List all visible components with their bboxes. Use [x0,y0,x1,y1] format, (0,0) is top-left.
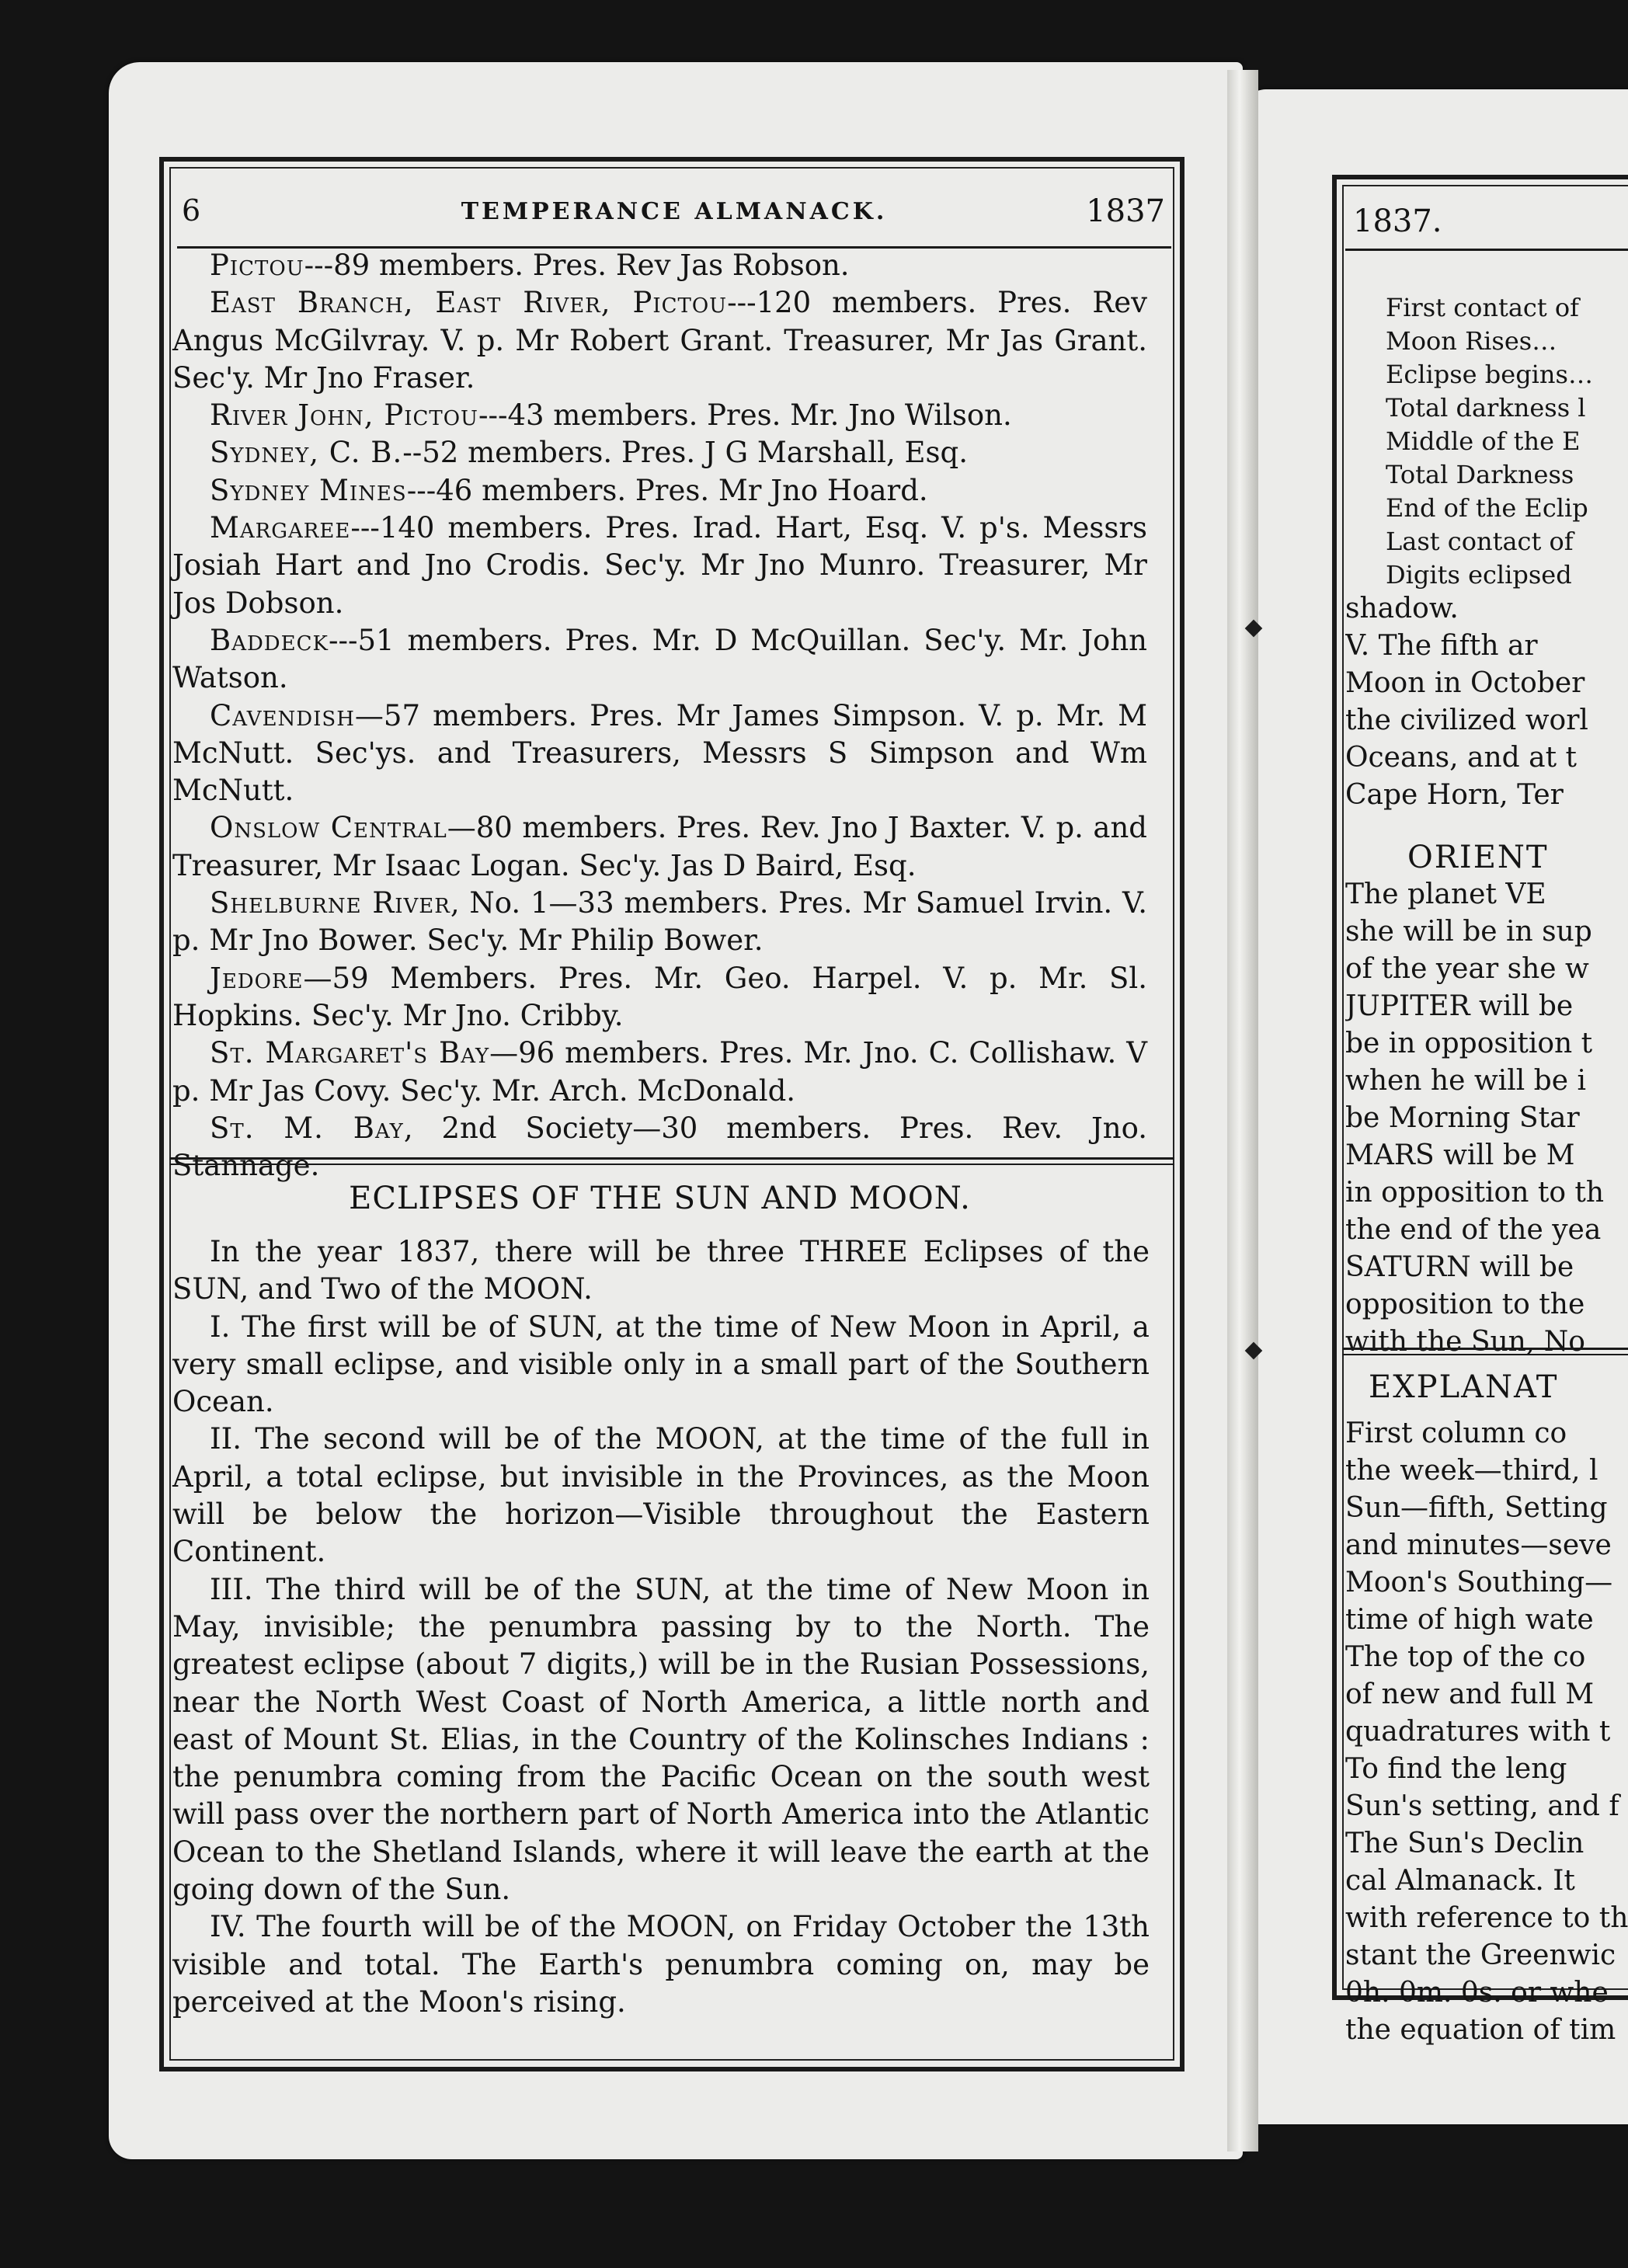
orient-heading: ORIENT [1407,840,1549,875]
text-line: The top of the co [1345,1641,1586,1673]
right-page-header [1345,200,1628,251]
text-line: Sun—fifth, Setting [1345,1492,1608,1524]
text-line: 0h. 0m. 0s. or whe [1345,1977,1609,2009]
text-line: of the year she w [1345,953,1589,985]
timetable-row: Eclipse begins… [1386,360,1593,389]
text-line: in opposition to th [1345,1177,1605,1209]
book-gutter [1227,70,1258,2151]
society-entry: Jedore—59 Members. Pres. Mr. Geo. Harpel. V. p. Mr. Sl. Hopkins. Sec'y. Mr Jno. Cribby. [172,961,1147,1032]
text-line: the equation of tim [1345,2014,1616,2046]
timetable-row: Digits eclipsed [1386,560,1572,590]
right-text-block [1345,876,1628,1361]
text-line: The Sun's Declin [1345,1828,1585,1859]
text-line: V. The fifth ar [1345,630,1538,662]
text-line: MARS will be M [1345,1139,1575,1171]
timetable-row: Moon Rises… [1386,326,1557,356]
left-page-header [177,190,1171,249]
text-line: be in opposition t [1345,1028,1593,1059]
society-entry: Onslow Central—80 members. Pres. Rev. Jno J Baxter. V. p. and Treasurer, Mr Isaac Logan. Sec'y. Jas D Baird, Esq. [172,811,1147,882]
explanation-heading: EXPLANAT [1369,1369,1559,1405]
text-line: JUPITER will be [1345,990,1574,1022]
text-line: Cape Horn, Ter [1345,779,1564,811]
text-line: the week—third, l [1345,1455,1598,1487]
text-line: opposition to the [1345,1289,1585,1320]
text-line: SATURN will be [1345,1251,1574,1283]
text-line: of new and full M [1345,1678,1595,1710]
section-divider [169,1157,1174,1165]
timetable-row: Total Darkness [1386,460,1574,489]
text-line: cal Almanack. It [1345,1865,1575,1897]
timetable-row: First contact of [1386,293,1579,322]
timetable-row: Middle of the E [1386,426,1581,456]
text-line: with the Sun, No [1345,1326,1585,1358]
text-line: time of high wate [1345,1604,1594,1636]
text-line: the end of the yea [1345,1214,1602,1246]
society-entry: St. Margaret's Bay—96 members. Pres. Mr. Jno. C. Collishaw. V p. Mr Jas Covy. Sec'y. Mr. Arch. McDonald. [172,1036,1147,1108]
text-line: when he will be i [1345,1065,1586,1097]
society-entry: Pictou---89 members. Pres. Rev Jas Robson. [210,249,850,282]
binding-stitch [1243,1340,1264,1362]
text-line: quadratures with t [1345,1716,1611,1748]
eclipse-paragraph: IV. The fourth will be of the MOON, on Friday October the 13th visible and total. The Earth's penumbra coming on, may be perceived at the Moon's rising. [172,1910,1150,2019]
text-line: Sun's setting, and f [1345,1790,1619,1822]
eclipse-timetable [1345,291,1628,592]
society-entry: Cavendish—57 members. Pres. Mr James Simpson. V. p. Mr. M McNutt. Sec'ys. and Treasurers, Messrs S Simpson and Wm McNutt. [172,698,1147,808]
binding-stitch [1243,617,1264,639]
society-entry: Shelburne River, No. 1—33 members. Pres. Mr Samuel Irvin. V. p. Mr Jno Bower. Sec'y. Mr Philip Bower. [172,886,1147,958]
eclipse-paragraph: I. The first will be of SUN, at the time of New Moon in April, a very small eclipse, and visible only in a small part of the Southern Ocean. [172,1310,1150,1419]
timetable-row: Total darkness l [1386,393,1586,423]
society-entry: River John, Pictou---43 members. Pres. Mr. Jno Wilson. [210,398,1012,433]
text-line: shadow. [1345,593,1459,624]
eclipse-section [172,1233,1150,2021]
text-line: stant the Greenwic [1345,1939,1616,1971]
text-line: the civilized worl [1345,704,1588,736]
eclipse-paragraph: In the year 1837, there will be three THREE Eclipses of the SUN, and Two of the MOON. [172,1235,1150,1306]
explanation-heading-wrap [1345,1369,1628,1406]
orient-heading-wrap [1345,839,1628,876]
society-entry: Sydney Mines---46 members. Pres. Mr Jno Hoard. [210,473,928,507]
text-line: she will be in sup [1345,916,1592,948]
text-line: First column co [1345,1418,1567,1449]
right-text-block [1345,1415,1628,2049]
page-number: 6 [182,193,201,228]
text-line: The planet VE [1345,878,1546,910]
society-list [172,247,1147,1184]
society-entry: Margaree---140 members. Pres. Irad. Hart, Esq. V. p's. Messrs Josiah Hart and Jno Crodis. Sec'y. Mr Jno Munro. Treasurer, Mr Jos Dobson. [172,511,1147,620]
right-page-year: 1837. [1353,203,1442,239]
text-line: with reference to th [1345,1902,1628,1934]
section-divider [1342,1348,1628,1355]
society-entry: Baddeck---51 members. Pres. Mr. D McQuillan. Sec'y. Mr. John Watson. [172,623,1147,695]
page-year: 1837 [1086,193,1165,229]
society-entry: East Branch, East River, Pictou---120 members. Pres. Rev Angus McGilvray. V. p. Mr Robert Grant. Treasurer, Mr Jas Grant. Sec'y. Mr Jno Fraser. [172,286,1147,395]
text-line: Oceans, and at t [1345,742,1577,774]
text-line: Moon's Southing— [1345,1567,1613,1598]
timetable-row: Last contact of [1386,527,1574,556]
eclipse-paragraph: III. The third will be of the SUN, at the time of New Moon in May, invisible; the penumbra passing by to the North. The greatest eclipse (about 7 digits,) will be in the Rusian Possessions, near the North West Coast of North America, a little north and east of Mount St. Elias, in the Country of the Kolinsches Indians : the penumbra coming from the Pacific Ocean on the south west will pass over the northern part of North America into the Atlantic Ocean to the Shetland Islands, where it will leave the earth at the going down of the Sun. [172,1572,1150,1907]
eclipse-paragraph: II. The second will be of the MOON, at the time of the full in April, a total eclipse, but invisible in the Provinces, as the Moon will be below the horizon—Visible throughout the Eastern Continent. [172,1422,1150,1569]
text-line: and minutes—seve [1345,1529,1612,1561]
text-line: Moon in October [1345,667,1585,699]
society-entry: St. M. Bay, 2nd Society—30 members. Pres. Rev. Jno. Stannage. [172,1111,1148,1183]
right-text-block [1345,590,1628,814]
society-entry: Sydney, C. B.--52 members. Pres. J G Marshall, Esq. [210,436,968,470]
text-line: be Morning Star [1345,1102,1580,1134]
timetable-row: End of the Eclip [1386,493,1588,523]
running-title: TEMPERANCE ALMANACK. [461,198,888,225]
text-line: To find the leng [1345,1753,1567,1785]
eclipse-heading: ECLIPSES OF THE SUN AND MOON. [349,1181,971,1216]
